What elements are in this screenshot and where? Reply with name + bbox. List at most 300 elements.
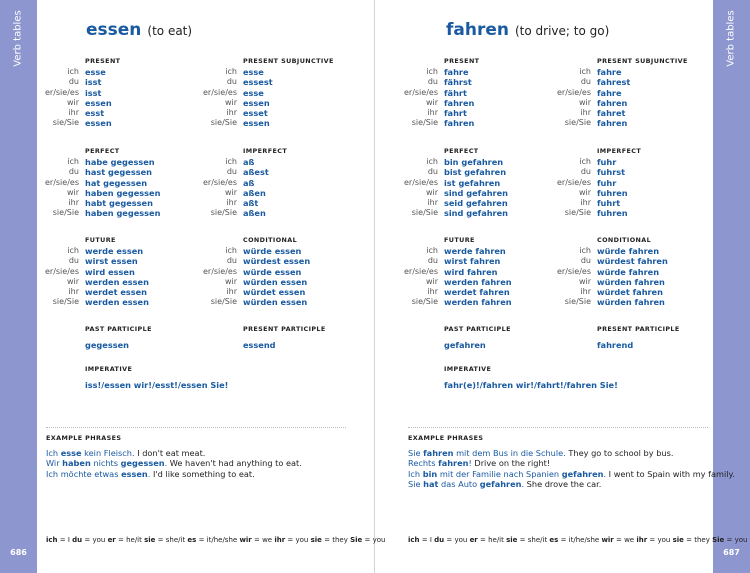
verb-form: fährt: [444, 87, 467, 98]
verb-form: würden essen: [243, 297, 308, 308]
tense-imperfect: [195, 145, 287, 219]
verb-form: fahrt: [444, 108, 467, 119]
pronoun: er/sie/es: [556, 87, 591, 97]
pronoun: ihr: [68, 198, 79, 208]
verb-infinitive: essen: [86, 20, 142, 40]
pronoun: sie/Sie: [411, 118, 438, 128]
conjugation-row: [195, 67, 334, 77]
conjugation-row: [37, 287, 149, 297]
verb-heading: [86, 20, 192, 40]
verb-form: bin gefahren: [444, 157, 504, 167]
pronoun: er/sie/es: [202, 87, 237, 97]
verb-form: werden essen: [85, 276, 149, 287]
imperative: [396, 363, 618, 391]
conjugation-row: [396, 157, 508, 167]
verb-form: fahren: [597, 97, 628, 108]
conjugation-row: [37, 246, 149, 256]
conjugation-row: [37, 108, 120, 118]
tense-present: [37, 55, 120, 129]
pronoun: sie/Sie: [564, 208, 591, 218]
tense-title: CONDITIONAL: [243, 236, 298, 244]
pronoun: sie/Sie: [52, 118, 79, 128]
example-english: We haven't had anything to eat.: [167, 458, 302, 469]
tense-present-subjunctive: [195, 55, 334, 129]
verb-form: fahren: [444, 118, 475, 129]
example-english: Drive on the right!: [471, 458, 551, 469]
pronoun-legend: ich = I du = you er = he/it sie = she/it es = it/he/she wir = we ihr = you sie = they Sie = you: [408, 536, 748, 544]
conjugation-row: [396, 67, 479, 77]
conjugation-row: [195, 198, 287, 208]
tense-title: PRESENT: [85, 57, 121, 65]
verb-form: sind gefahren: [444, 187, 508, 198]
tense-title: PRESENT SUBJUNCTIVE: [243, 57, 334, 65]
verb-form: aßen: [243, 208, 266, 219]
verb-form: fuhren: [597, 187, 628, 198]
conjugation-row: [37, 267, 149, 277]
tense-present: [396, 55, 479, 129]
conjugation-row: [396, 208, 508, 218]
conjugation-row: [195, 256, 310, 266]
past-participle: [396, 323, 511, 351]
conjugation-row: [37, 167, 160, 177]
pronoun: ich: [67, 246, 79, 255]
participle-value: gegessen: [85, 340, 129, 350]
conjugation-row: [396, 167, 508, 177]
pronoun: ich: [225, 67, 237, 76]
verb-heading: [446, 20, 609, 40]
conjugation-row: [396, 178, 508, 188]
conjugation-row: [396, 246, 512, 256]
divider: [46, 427, 346, 428]
tense-title: PERFECT: [444, 147, 479, 155]
conjugation-row: [37, 88, 120, 98]
conjugation-row: [195, 118, 334, 128]
conjugation-row: [195, 287, 310, 297]
conjugation-row: [37, 277, 149, 287]
verb-form: aßest: [243, 167, 269, 178]
verb-form: sind gefahren: [444, 208, 508, 219]
pronoun: sie/Sie: [564, 118, 591, 128]
verb-form: habt gegessen: [85, 198, 153, 209]
divider: [408, 427, 708, 428]
present-participle: [549, 323, 680, 351]
pronoun: du: [68, 256, 79, 266]
conjugation-row: [195, 178, 287, 188]
pronoun: du: [226, 167, 237, 177]
pronoun: ich: [426, 67, 438, 76]
right-tab-label: [713, 8, 750, 68]
tense-title: IMPERATIVE: [85, 365, 133, 373]
pronoun: sie/Sie: [210, 297, 237, 307]
conjugation-row: [549, 67, 688, 77]
conjugation-row: [396, 287, 512, 297]
conjugation-row: [396, 188, 508, 198]
example-english: I don't eat meat.: [134, 448, 206, 458]
pronoun: ihr: [226, 108, 237, 118]
pronoun: du: [226, 77, 237, 87]
conjugation-row: [37, 256, 149, 266]
example-german: Ich möchte etwas essen.: [46, 468, 151, 479]
pronoun: ihr: [226, 198, 237, 208]
verb-form: würden essen: [243, 276, 308, 287]
conjugation-row: [396, 77, 479, 87]
verb-form: aß: [243, 177, 255, 188]
pronoun: ich: [67, 67, 79, 76]
verb-form: isst: [85, 77, 102, 88]
pronoun: wir: [224, 276, 237, 286]
imperative: [37, 363, 228, 391]
conjugation-row: [549, 208, 641, 218]
verb-form: würde essen: [243, 246, 302, 256]
conjugation-row: [549, 256, 668, 266]
verb-form: fahre: [597, 87, 622, 98]
pronoun: er/sie/es: [556, 177, 591, 187]
pronoun: wir: [578, 187, 591, 197]
pronoun: er/sie/es: [556, 266, 591, 276]
pronoun: ich: [579, 67, 591, 76]
pronoun: er/sie/es: [202, 266, 237, 276]
conjugation-row: [37, 77, 120, 87]
pronoun: sie/Sie: [210, 118, 237, 128]
pronoun: du: [427, 256, 438, 266]
verb-form: essen: [85, 118, 112, 129]
left-tab-label: [0, 8, 37, 68]
verb-form: hast gegessen: [85, 167, 152, 178]
conjugation-row: [549, 98, 688, 108]
pronoun: er/sie/es: [403, 266, 438, 276]
pronoun: ihr: [68, 287, 79, 297]
conjugation-row: [549, 287, 668, 297]
verb-form: fahre: [444, 67, 469, 77]
tense-title: IMPERFECT: [597, 147, 642, 155]
pronoun: wir: [425, 187, 438, 197]
conjugation-row: [37, 118, 120, 128]
conjugation-row: [396, 277, 512, 287]
pronoun: du: [580, 77, 591, 87]
conjugation-row: [195, 208, 287, 218]
conjugation-row: [396, 98, 479, 108]
past-participle: [37, 323, 152, 351]
pronoun: ihr: [427, 108, 438, 118]
conjugation-row: [549, 277, 668, 287]
pronoun: wir: [66, 276, 79, 286]
conjugation-row: [396, 88, 479, 98]
verb-form: fahren: [597, 118, 628, 129]
pronoun: ihr: [226, 287, 237, 297]
conjugation-row: [37, 178, 160, 188]
imperative-value: iss!/essen wir!/esst!/essen Sie!: [85, 380, 229, 390]
example-german: Rechts fahren!: [408, 458, 472, 469]
left-sidebar: [0, 0, 37, 573]
conjugation-row: [549, 267, 668, 277]
tense-imperfect: [549, 145, 641, 219]
pronoun: du: [226, 256, 237, 266]
example-english: I'd like something to eat.: [150, 468, 255, 479]
verb-form: würde essen: [243, 266, 302, 277]
verb-form: wird fahren: [444, 266, 498, 277]
verb-form: fuhr: [597, 157, 617, 167]
verb-form: wirst essen: [85, 256, 138, 267]
tense-present-subjunctive: [549, 55, 688, 129]
verb-form: hat gegessen: [85, 177, 148, 188]
conjugation-row: [549, 198, 641, 208]
pronoun: er/sie/es: [202, 177, 237, 187]
pronoun: du: [427, 77, 438, 87]
tense-title: FUTURE: [444, 236, 475, 244]
verb-form: wird essen: [85, 266, 135, 277]
conjugation-row: [37, 67, 120, 77]
verb-form: würdet fahren: [597, 287, 663, 298]
tense-title: PRESENT PARTICIPLE: [243, 325, 326, 333]
verb-form: würde fahren: [597, 246, 660, 256]
conjugation-row: [195, 277, 310, 287]
conjugation-row: [549, 157, 641, 167]
pronoun: du: [427, 167, 438, 177]
pronoun: du: [580, 256, 591, 266]
verb-form: fahrest: [597, 77, 631, 88]
example-german: Wir haben nichts gegessen.: [46, 458, 168, 469]
conjugation-row: [549, 118, 688, 128]
pronoun: sie/Sie: [411, 208, 438, 218]
tense-conditional: [549, 234, 668, 308]
tense-perfect: [396, 145, 508, 219]
pronoun: wir: [578, 276, 591, 286]
example-english: They go to school by bus.: [565, 448, 674, 458]
verb-form: essest: [243, 77, 273, 88]
verb-form: würde fahren: [597, 266, 660, 277]
example-line: [408, 458, 735, 468]
conjugation-row: [195, 88, 334, 98]
verb-form: essen: [243, 97, 270, 108]
verb-form: würdest fahren: [597, 256, 668, 267]
verb-form: fuhrt: [597, 198, 621, 209]
participle-value: gefahren: [444, 340, 486, 350]
conjugation-row: [396, 118, 479, 128]
verb-form: fuhrst: [597, 167, 626, 178]
conjugation-row: [396, 256, 512, 266]
pronoun: ich: [426, 246, 438, 255]
verb-form: fahret: [597, 108, 626, 119]
imperative-value: fahr(e)!/fahren wir!/fahrt!/fahren Sie!: [444, 380, 618, 390]
pronoun: ihr: [580, 198, 591, 208]
verb-form: werden fahren: [444, 276, 512, 287]
verb-infinitive: fahren: [446, 20, 509, 40]
verb-form: würden fahren: [597, 297, 665, 308]
pronoun: ich: [579, 157, 591, 166]
conjugation-row: [195, 246, 310, 256]
conjugation-row: [396, 297, 512, 307]
verb-form: würdet essen: [243, 287, 306, 298]
tense-future: [37, 234, 149, 308]
verb-form: werde fahren: [444, 246, 506, 256]
tense-title: PAST PARTICIPLE: [444, 325, 511, 333]
verb-form: esse: [85, 67, 106, 77]
conjugation-row: [396, 198, 508, 208]
verb-form: haben gegessen: [85, 187, 161, 198]
tense-title: PRESENT SUBJUNCTIVE: [597, 57, 688, 65]
verb-form: fahre: [597, 67, 622, 77]
tense-title: CONDITIONAL: [597, 236, 652, 244]
conjugation-row: [195, 108, 334, 118]
tense-title: FUTURE: [85, 236, 116, 244]
pronoun-legend: ich = I du = you er = he/it sie = she/it es = it/he/she wir = we ihr = you sie = they Sie = you: [46, 536, 386, 544]
verb-form: fährst: [444, 77, 472, 88]
pronoun: ihr: [427, 287, 438, 297]
verb-form: seid gefahren: [444, 198, 508, 209]
pronoun: ich: [225, 246, 237, 255]
verb-form: werden fahren: [444, 297, 512, 308]
example-german: Ich bin mit der Familie nach Spanien gefahren.: [408, 468, 607, 479]
verb-form: würden fahren: [597, 276, 665, 287]
page-number-right: 687: [723, 548, 740, 557]
verb-form: esse: [243, 67, 264, 77]
conjugation-row: [195, 167, 287, 177]
verb-form: aßt: [243, 198, 259, 209]
pronoun: ich: [579, 246, 591, 255]
pronoun: du: [68, 167, 79, 177]
pronoun: er/sie/es: [44, 266, 79, 276]
example-line: [408, 448, 735, 458]
example-english: I went to Spain with my family.: [606, 468, 735, 479]
conjugation-row: [549, 178, 641, 188]
verb-form: wirst fahren: [444, 256, 501, 267]
pronoun: wir: [578, 97, 591, 107]
verb-form: isst: [85, 87, 102, 98]
pronoun: wir: [224, 187, 237, 197]
pronoun: ich: [225, 157, 237, 166]
pronoun: sie/Sie: [52, 297, 79, 307]
verb-form: werdet fahren: [444, 287, 510, 298]
conjugation-row: [549, 188, 641, 198]
verb-gloss: (to drive; to go): [515, 24, 610, 38]
verb-form: aßen: [243, 187, 266, 198]
tense-title: PAST PARTICIPLE: [85, 325, 152, 333]
pronoun: ich: [67, 157, 79, 166]
example-line: [46, 448, 302, 458]
pronoun: wir: [224, 97, 237, 107]
verb-gloss: (to eat): [147, 24, 193, 38]
verb-form: ist gefahren: [444, 177, 501, 188]
tense-title: IMPERFECT: [243, 147, 288, 155]
participle-value: essend: [243, 340, 276, 350]
conjugation-row: [37, 157, 160, 167]
examples-title: EXAMPLE PHRASES: [408, 434, 484, 442]
conjugation-row: [195, 267, 310, 277]
pronoun: sie/Sie: [564, 297, 591, 307]
pronoun: wir: [425, 97, 438, 107]
pronoun: ihr: [427, 198, 438, 208]
participle-value: fahrend: [597, 340, 634, 350]
example-line: [408, 469, 735, 479]
verb-form: esse: [243, 87, 264, 98]
conjugation-row: [549, 246, 668, 256]
pronoun: wir: [66, 187, 79, 197]
conjugation-row: [37, 188, 160, 198]
verb-form: essen: [85, 97, 112, 108]
conjugation-row: [549, 77, 688, 87]
pronoun: er/sie/es: [44, 87, 79, 97]
conjugation-row: [396, 267, 512, 277]
conjugation-row: [549, 297, 668, 307]
pronoun: ihr: [580, 287, 591, 297]
conjugation-row: [195, 98, 334, 108]
example-line: [46, 458, 302, 468]
verb-form: bist gefahren: [444, 167, 507, 178]
pronoun: wir: [66, 97, 79, 107]
example-line: [46, 469, 302, 479]
conjugation-row: [396, 108, 479, 118]
verb-form: würdest essen: [243, 256, 311, 267]
pronoun: er/sie/es: [403, 87, 438, 97]
example-phrases: [46, 434, 302, 479]
conjugation-row: [195, 77, 334, 87]
example-german: Ich esse kein Fleisch.: [46, 448, 135, 458]
pronoun: sie/Sie: [210, 208, 237, 218]
conjugation-row: [37, 208, 160, 218]
conjugation-row: [37, 297, 149, 307]
tense-future: [396, 234, 512, 308]
pronoun: du: [68, 77, 79, 87]
verb-form: fuhr: [597, 177, 617, 188]
pronoun: wir: [425, 276, 438, 286]
verb-form: habe gegessen: [85, 157, 155, 167]
pronoun: ihr: [68, 108, 79, 118]
conjugation-row: [549, 88, 688, 98]
verb-page-essen: [37, 0, 386, 573]
pronoun: sie/Sie: [411, 297, 438, 307]
verb-form: werde essen: [85, 246, 144, 256]
conjugation-row: [549, 167, 641, 177]
verb-form: werden essen: [85, 297, 149, 308]
tense-title: IMPERATIVE: [444, 365, 492, 373]
verb-form: fahren: [444, 97, 475, 108]
conjugation-row: [195, 297, 310, 307]
pronoun: er/sie/es: [44, 177, 79, 187]
page-number-left: 686: [10, 548, 27, 557]
tense-title: PERFECT: [85, 147, 120, 155]
tense-conditional: [195, 234, 310, 308]
tab-label-text: Verb tables: [726, 9, 737, 67]
conjugation-row: [195, 188, 287, 198]
verb-form: werdet essen: [85, 287, 148, 298]
conjugation-row: [37, 98, 120, 108]
verb-form: esst: [85, 108, 105, 119]
tense-title: PRESENT PARTICIPLE: [597, 325, 680, 333]
tense-title: PRESENT: [444, 57, 480, 65]
verb-form: essen: [243, 118, 270, 129]
example-german: Sie fahren mit dem Bus in die Schule.: [408, 448, 566, 458]
verb-form: esset: [243, 108, 268, 119]
pronoun: er/sie/es: [403, 177, 438, 187]
pronoun: du: [580, 167, 591, 177]
example-english: She drove the car.: [524, 479, 602, 490]
conjugation-row: [549, 108, 688, 118]
verb-form: haben gegessen: [85, 208, 161, 219]
pronoun: sie/Sie: [52, 208, 79, 218]
conjugation-row: [195, 157, 287, 167]
pronoun: ihr: [580, 108, 591, 118]
example-german: Sie hat das Auto gefahren.: [408, 479, 525, 490]
present-participle: [195, 323, 326, 351]
pronoun: ich: [426, 157, 438, 166]
example-line: [408, 479, 735, 489]
conjugation-row: [37, 198, 160, 208]
examples-title: EXAMPLE PHRASES: [46, 434, 122, 442]
tense-perfect: [37, 145, 160, 219]
example-phrases: [408, 434, 735, 490]
tab-label-text: Verb tables: [13, 9, 24, 67]
verb-form: aß: [243, 157, 255, 167]
